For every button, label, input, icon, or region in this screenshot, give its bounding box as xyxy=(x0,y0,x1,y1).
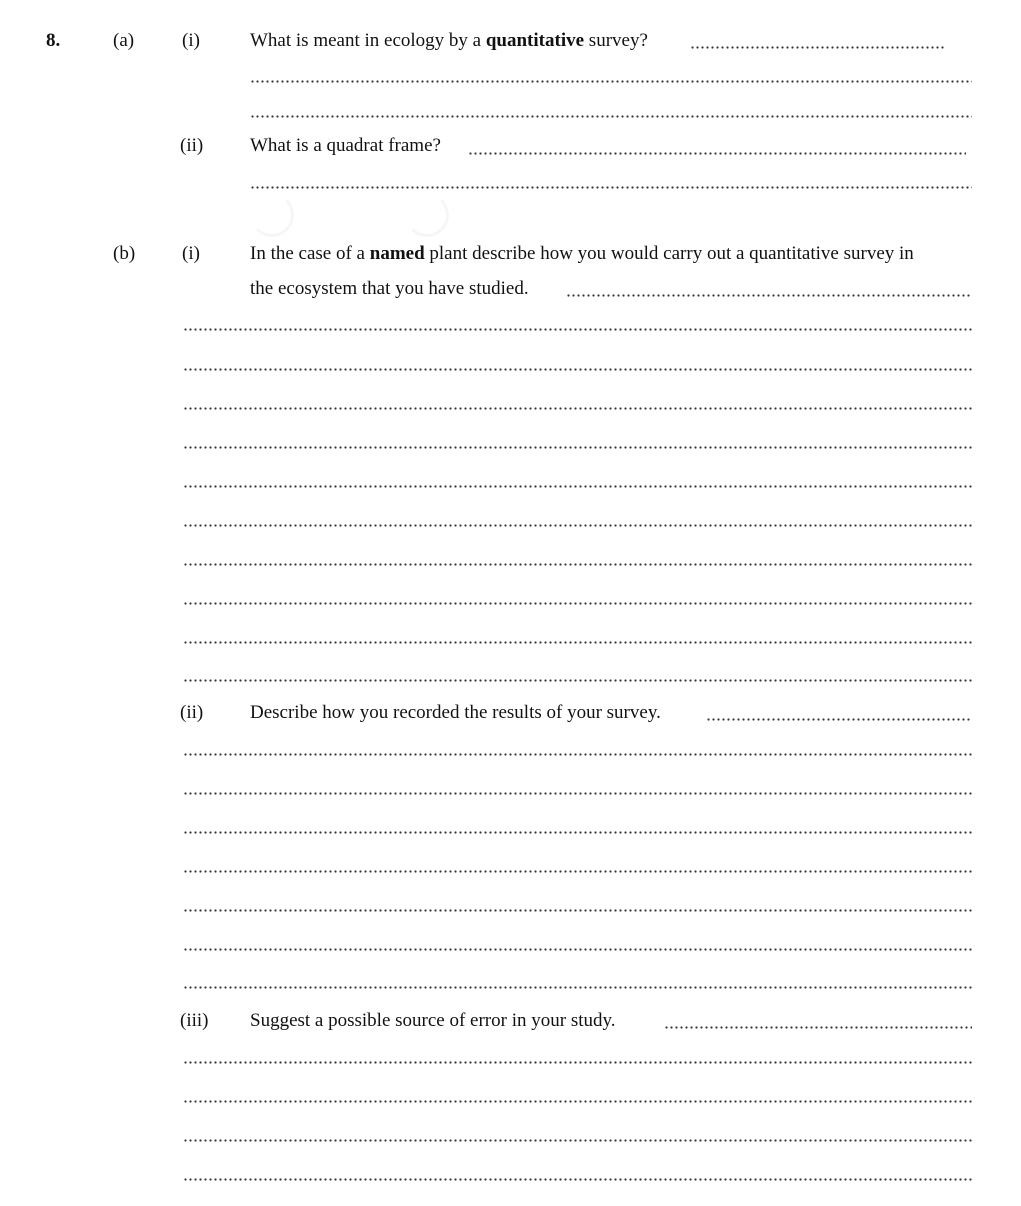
answer-line[interactable] xyxy=(250,186,972,189)
answer-line[interactable] xyxy=(183,563,972,566)
answer-line[interactable] xyxy=(183,641,972,644)
answer-line[interactable] xyxy=(183,909,972,912)
part-b-iii-question: Suggest a possible source of error in your study. xyxy=(250,1010,616,1031)
answer-line[interactable] xyxy=(250,80,972,83)
part-a-i-question: What is meant in ecology by a quantitative survey? xyxy=(250,30,648,51)
answer-line[interactable] xyxy=(183,679,972,682)
answer-line[interactable] xyxy=(183,1139,972,1142)
part-b-i-question-line2: the ecosystem that you have studied. xyxy=(250,278,529,299)
answer-line[interactable] xyxy=(183,986,972,989)
answer-line[interactable] xyxy=(706,718,972,721)
part-b-ii-question: Describe how you recorded the results of your survey. xyxy=(250,702,661,723)
answer-line[interactable] xyxy=(566,294,972,297)
answer-line[interactable] xyxy=(183,368,972,371)
part-b-i-label: (i) xyxy=(182,243,200,264)
answer-line[interactable] xyxy=(183,753,972,756)
answer-line[interactable] xyxy=(183,1061,972,1064)
answer-line[interactable] xyxy=(183,407,972,410)
part-b-iii-label: (iii) xyxy=(180,1010,209,1031)
answer-line[interactable] xyxy=(690,46,946,49)
answer-line[interactable] xyxy=(183,1100,972,1103)
part-b-i-question: In the case of a named plant describe how you would carry out a quantitative survey in xyxy=(250,243,914,264)
answer-line[interactable] xyxy=(183,870,972,873)
part-b-ii-label: (ii) xyxy=(180,702,204,723)
answer-line[interactable] xyxy=(468,152,966,155)
part-a-ii-question: What is a quadrat frame? xyxy=(250,135,441,156)
answer-line[interactable] xyxy=(183,446,972,449)
show-through-mark xyxy=(405,193,449,237)
emphasis-named: named xyxy=(369,243,425,264)
answer-line[interactable] xyxy=(183,948,972,951)
answer-line[interactable] xyxy=(183,485,972,488)
answer-line[interactable] xyxy=(250,115,972,118)
answer-line[interactable] xyxy=(664,1026,972,1029)
part-a-i-label: (i) xyxy=(182,30,200,51)
emphasis-quantitative: quantitative xyxy=(485,30,585,51)
show-through-mark xyxy=(250,193,294,237)
answer-line[interactable] xyxy=(183,831,972,834)
part-b-label: (b) xyxy=(113,243,136,264)
answer-line[interactable] xyxy=(183,328,972,331)
answer-line[interactable] xyxy=(183,602,972,605)
question-number: 8. xyxy=(46,30,61,51)
part-a-label: (a) xyxy=(113,30,135,51)
answer-line[interactable] xyxy=(183,1178,972,1181)
answer-line[interactable] xyxy=(183,524,972,527)
part-a-ii-label: (ii) xyxy=(180,135,204,156)
answer-line[interactable] xyxy=(183,792,972,795)
